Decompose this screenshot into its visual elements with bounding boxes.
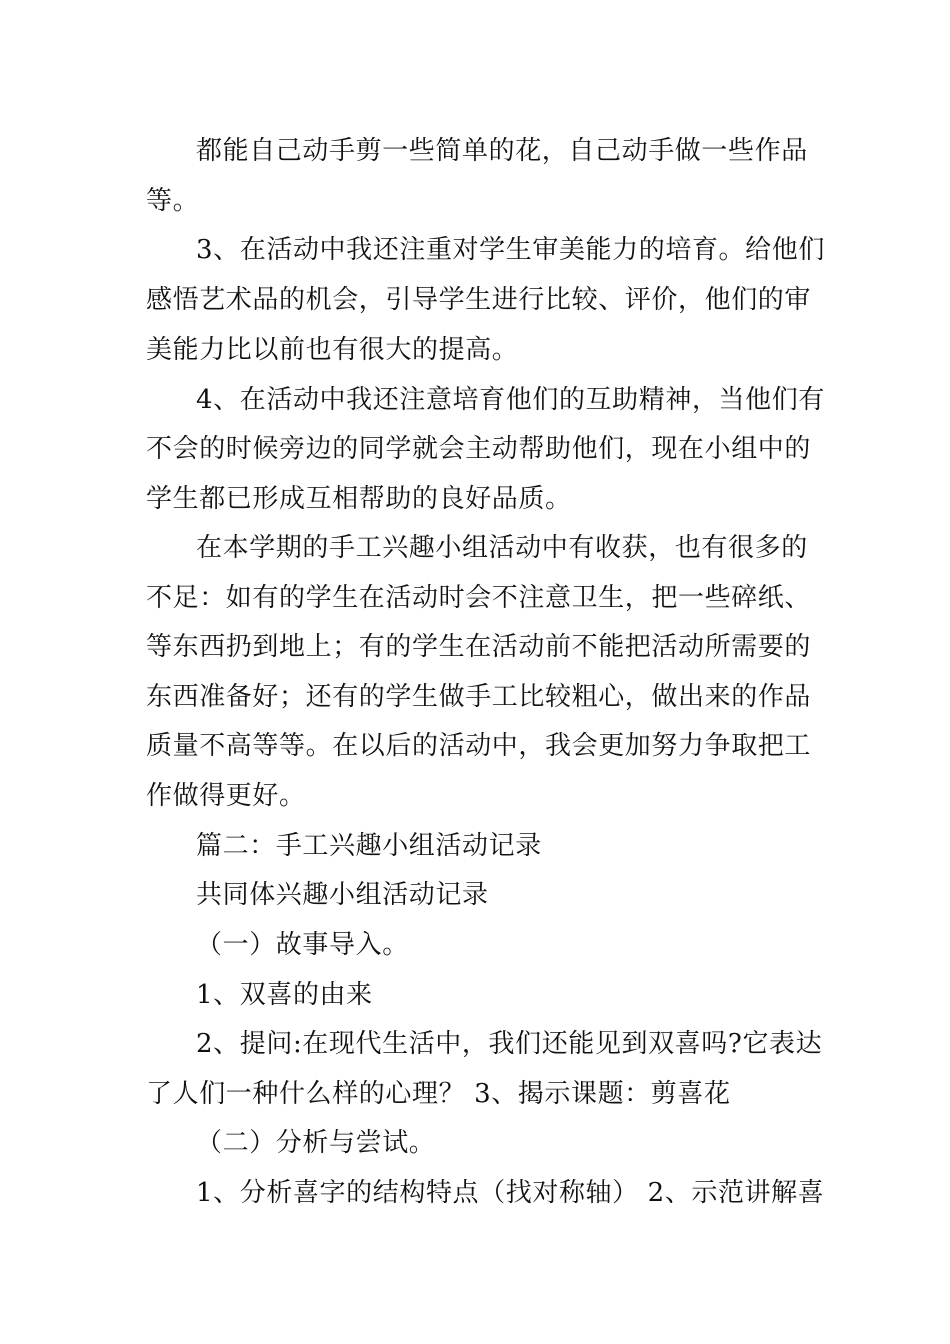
text-line: 不足：如有的学生在活动时会不注意卫生，把一些碎纸、 (146, 583, 812, 613)
text-line: （一）故事导入。 (196, 930, 409, 960)
text-line: 质量不高等等。在以后的活动中，我会更加努力争取把工 (146, 731, 812, 761)
text-line: 了人们一种什么样的心理？ 3、揭示课题：剪喜花 (146, 1079, 731, 1109)
text-line: 美能力比以前也有很大的提高。 (146, 335, 519, 365)
section-heading: 篇二：手工兴趣小组活动记录 (196, 831, 542, 861)
text-line: 等。 (146, 186, 200, 216)
text-line: 等东西扔到地上；有的学生在活动前不能把活动所需要的 (146, 632, 812, 662)
text-line: 3、在活动中我还注重对学生审美能力的培育。给他们 (196, 235, 825, 265)
subheading: 共同体兴趣小组活动记录 (196, 880, 489, 910)
text-line: 感悟艺术品的机会，引导学生进行比较、评价，他们的审 (146, 285, 812, 315)
text-line: 不会的时候旁边的同学就会主动帮助他们，现在小组中的 (146, 434, 812, 464)
text-line: 1、分析喜字的结构特点（找对称轴） 2、示范讲解喜 (196, 1178, 825, 1208)
text-line: 东西准备好；还有的学生做手工比较粗心，做出来的作品 (146, 682, 812, 712)
text-line: 作做得更好。 (146, 781, 306, 811)
text-line: 1、双喜的由来 (196, 980, 373, 1010)
text-line: 都能自己动手剪一些简单的花，自己动手做一些作品 (196, 136, 808, 166)
text-line: 2、提问:在现代生活中，我们还能见到双喜吗?它表达 (196, 1029, 823, 1059)
text-line: 在本学期的手工兴趣小组活动中有收获，也有很多的 (196, 533, 808, 563)
text-line: 4、在活动中我还注意培育他们的互助精神，当他们有 (196, 385, 825, 415)
text-line: 学生都已形成互相帮助的良好品质。 (146, 484, 572, 514)
text-line: （二）分析与尝试。 (196, 1128, 436, 1158)
